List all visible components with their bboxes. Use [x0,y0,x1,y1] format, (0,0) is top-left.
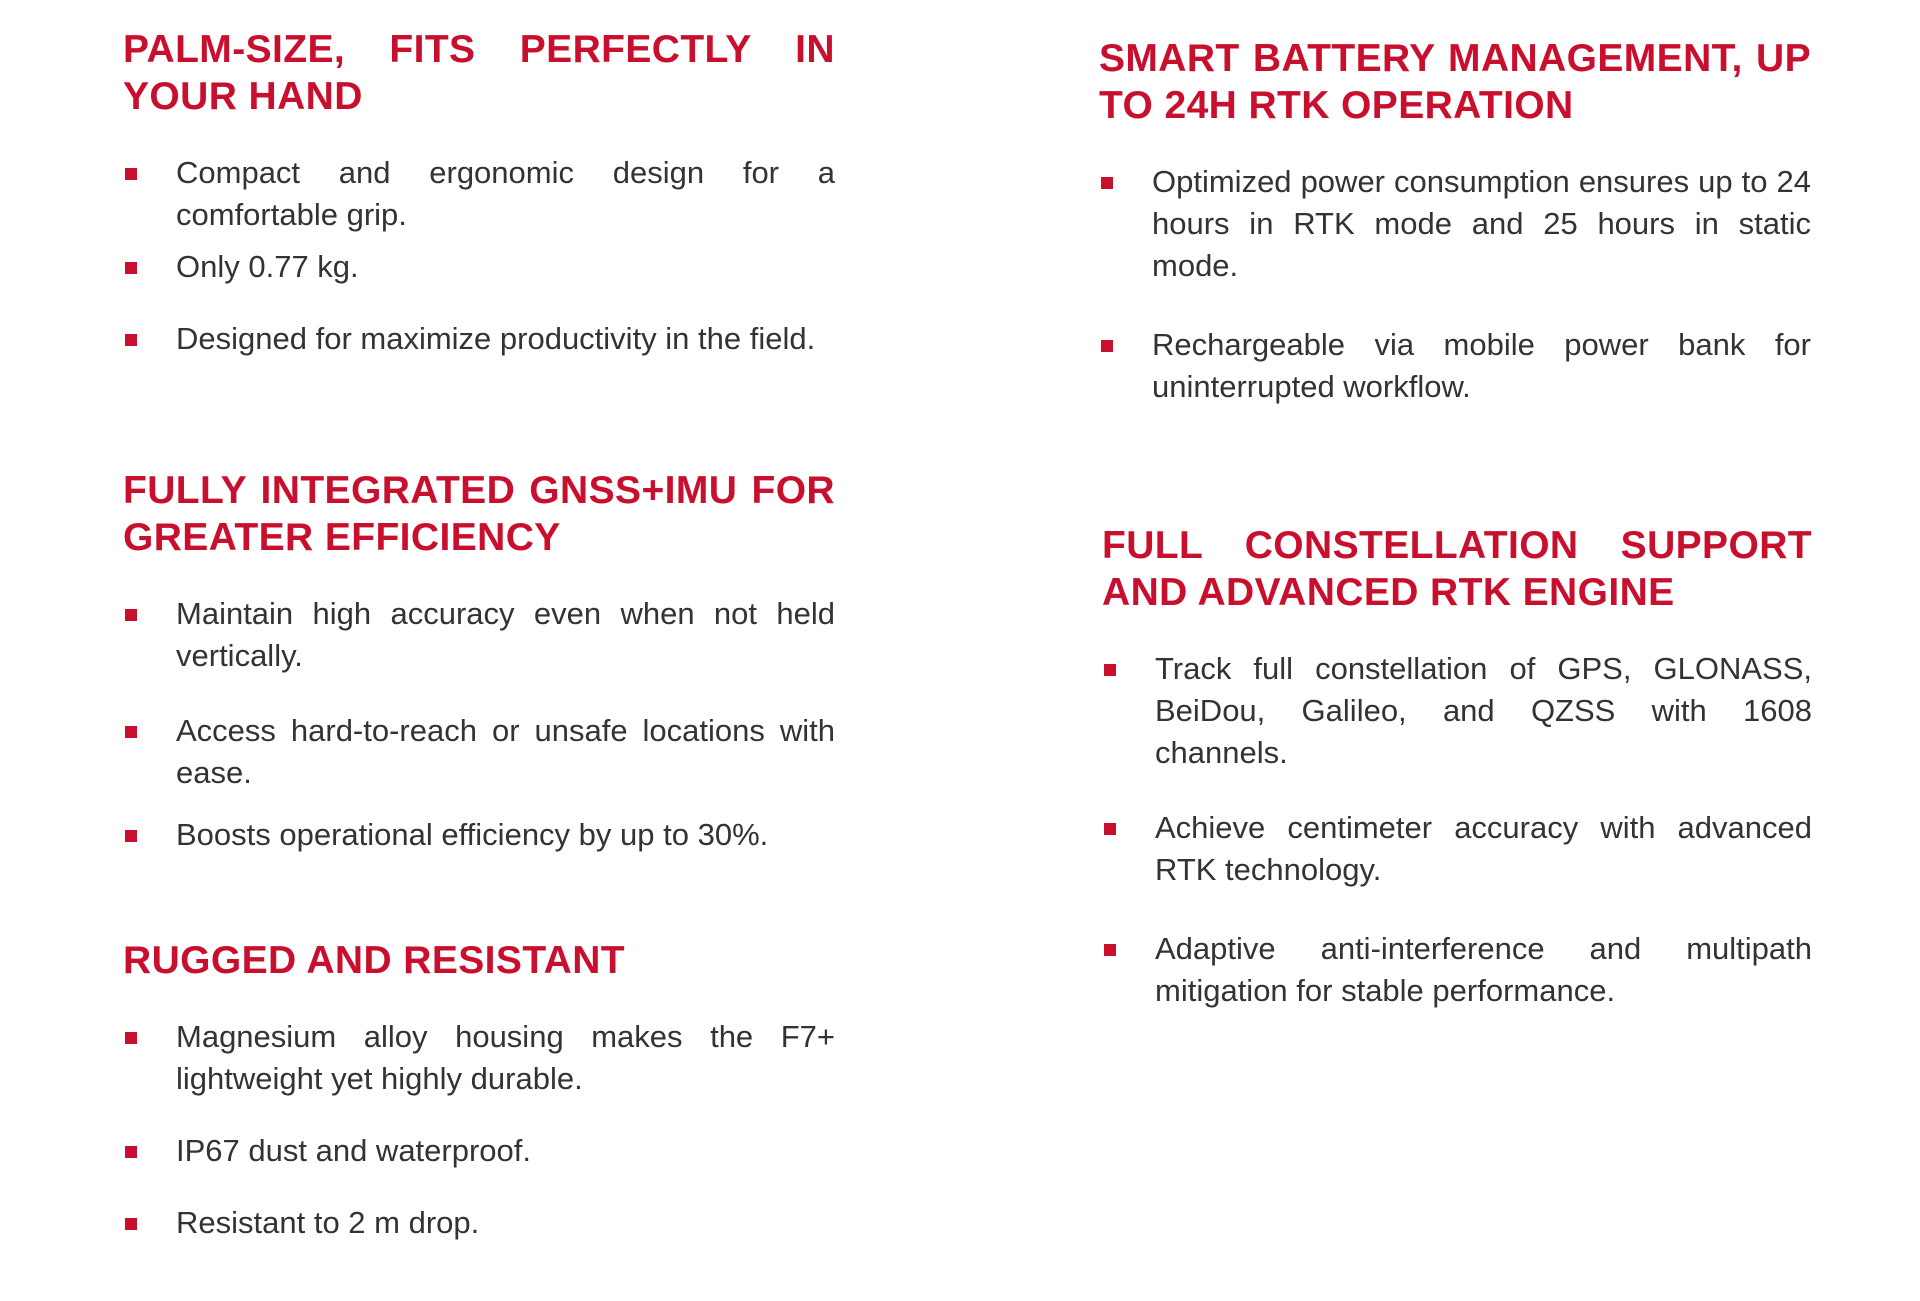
list-item-text: Compact and ergonomic design for a comfortable grip. [176,155,835,232]
section-palm-size [123,26,835,360]
list-item [1102,648,1812,774]
list-item [123,593,835,677]
list-item [123,1016,835,1100]
section-rugged [123,937,835,1244]
bullet-square-icon [125,830,137,842]
bullet-square-icon [125,609,137,621]
list-item-text: Only 0.77 kg. [176,249,359,284]
list-item-text: Adaptive anti-interference and multipath mitigation for stable performance. [1155,931,1812,1008]
list-item-text: Designed for maximize productivity in the field. [176,321,816,356]
bullet-square-icon [1104,823,1116,835]
section-battery [1099,35,1811,408]
list-item-text: IP67 dust and waterproof. [176,1133,532,1168]
list-item-text: Track full constellation of GPS, GLONASS, BeiDou, Galileo, and QZSS with 1608 channels. [1155,651,1812,770]
section-gnss-imu [123,467,835,856]
list-item [1102,807,1812,891]
list-item-text: Magnesium alloy housing makes the F7+ lightweight yet highly durable. [176,1019,835,1096]
section-constellation [1102,522,1812,1012]
bullet-square-icon [125,1032,137,1044]
list-item [123,710,835,794]
bullet-square-icon [125,262,137,274]
list-item-text: Optimized power consumption ensures up to 24 hours in RTK mode and 25 hours in static mode. [1152,164,1811,283]
bullet-square-icon [125,1218,137,1230]
feature-list [123,152,835,360]
list-item-text: Resistant to 2 m drop. [176,1205,480,1240]
list-item [1099,324,1811,408]
bullet-square-icon [125,1146,137,1158]
list-item [123,246,835,288]
section-heading: SMART BATTERY MANAGEMENT, UP TO 24H RTK OPERATION [1099,37,1811,127]
list-item [1102,928,1812,1012]
feature-list [1102,648,1812,1012]
list-item-text: Rechargeable via mobile power bank for uninterrupted workflow. [1152,327,1811,404]
bullet-square-icon [1104,944,1116,956]
list-item-text: Boosts operational efficiency by up to 30%. [176,817,769,852]
feature-list [1099,161,1811,408]
section-heading: FULL CONSTELLATION SUPPORT AND ADVANCED RTK ENGINE [1102,524,1812,614]
section-heading: RUGGED AND RESISTANT [123,939,626,982]
bullet-square-icon [1101,340,1113,352]
list-item [123,814,835,856]
section-heading: PALM-SIZE, FITS PERFECTLY IN YOUR HAND [123,28,835,118]
list-item [123,318,835,360]
list-item-text: Maintain high accuracy even when not held vertically. [176,596,835,673]
list-item [123,1202,835,1244]
feature-list [123,1016,835,1244]
bullet-square-icon [125,726,137,738]
feature-list [123,593,835,856]
list-item-text: Access hard-to-reach or unsafe locations with ease. [176,713,835,790]
list-item [1099,161,1811,287]
list-item [123,152,835,236]
bullet-square-icon [1104,664,1116,676]
bullet-square-icon [1101,177,1113,189]
list-item-text: Achieve centimeter accuracy with advanced RTK technology. [1155,810,1812,887]
section-heading: FULLY INTEGRATED GNSS+IMU FOR GREATER EFFICIENCY [123,469,835,559]
list-item [123,1130,835,1172]
bullet-square-icon [125,168,137,180]
bullet-square-icon [125,334,137,346]
